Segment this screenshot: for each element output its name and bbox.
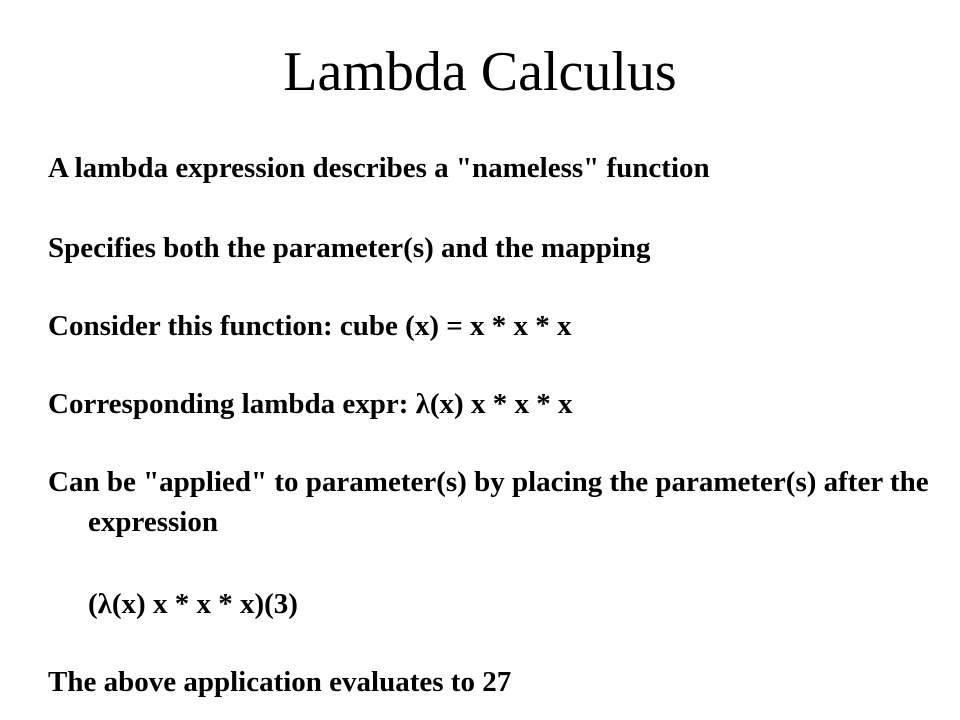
bullet-cube-function: Consider this function: cube (x) = x * x * x <box>48 310 572 342</box>
bullet-lambda-expr: Corresponding lambda expr: λ(x) x * x * x <box>48 388 573 420</box>
bullet-evaluates-result: The above application evaluates to 27 <box>48 666 512 698</box>
bullet-application: Can be "applied" to parameter(s) by placing the parameter(s) after the expression <box>48 466 929 538</box>
slide-title: Lambda Calculus <box>283 41 677 103</box>
bullet-parameters-mapping: Specifies both the parameter(s) and the mapping <box>48 232 651 264</box>
bullet-application-example: (λ(x) x * x * x)(3) <box>88 588 298 620</box>
bullet-lambda-expression: A lambda expression describes a "nameless" function <box>48 152 710 184</box>
